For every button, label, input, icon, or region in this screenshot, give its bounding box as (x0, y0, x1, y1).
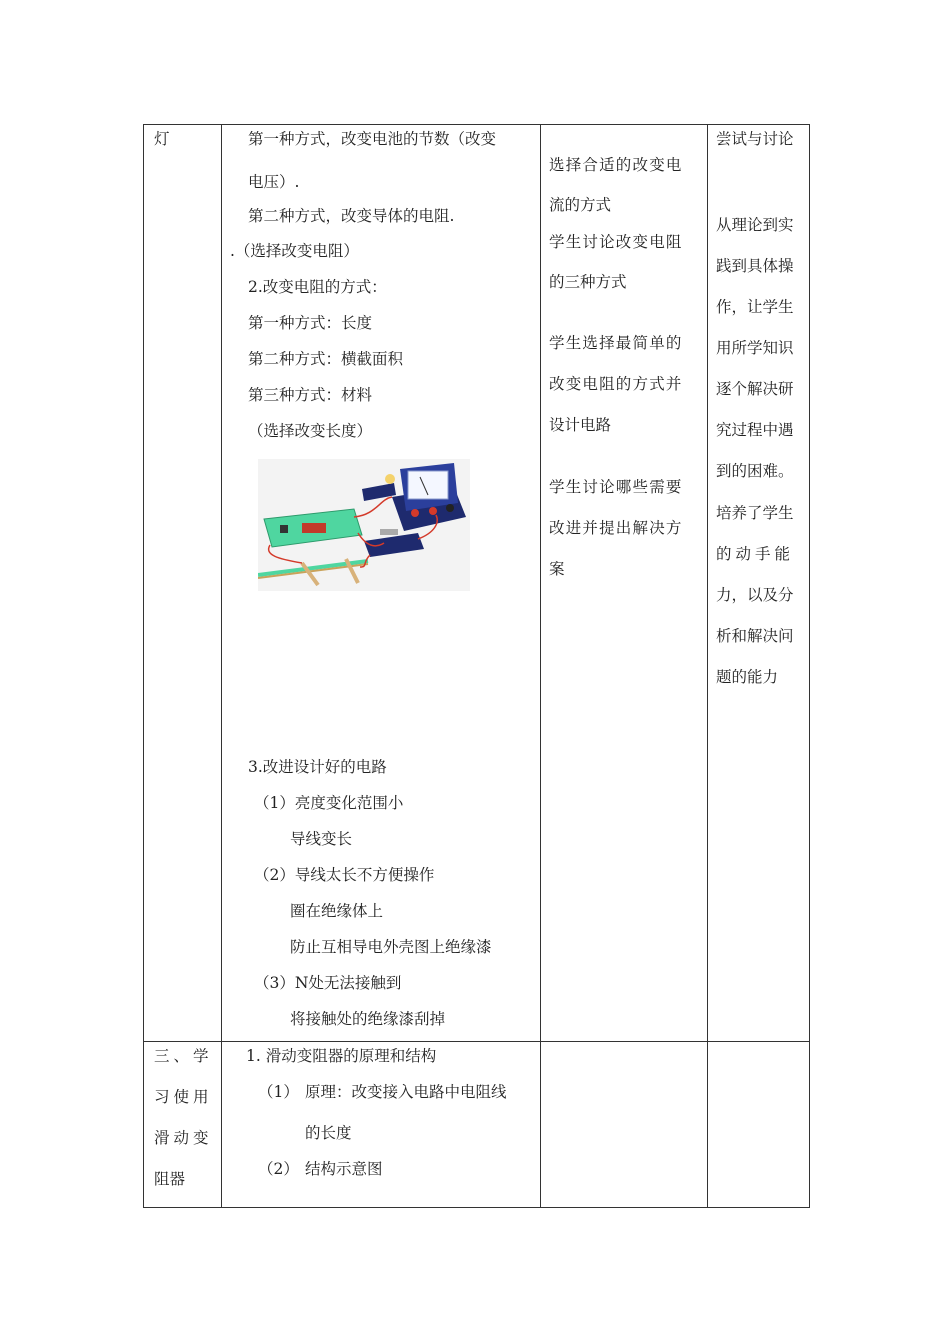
content-line: （选择改变长度） (248, 422, 373, 440)
activity-line: 学生选择最简单的 (549, 334, 683, 352)
content-line: 将接触处的绝缘漆刮掉 (290, 1010, 446, 1028)
content-line: 防止互相导电外壳图上绝缘漆 (290, 938, 492, 956)
table-row-circuit (144, 125, 810, 1042)
section-title-line: 滑动变 (154, 1129, 213, 1147)
cell-empty (541, 1042, 708, 1208)
content-line: （1）亮度变化范围小 (254, 794, 404, 812)
intent-line: 到的困难。 (716, 462, 794, 480)
cell-content (222, 125, 541, 1042)
content-line: 的长度 (305, 1124, 352, 1142)
cell-topic (144, 125, 222, 1042)
intent-line: 践到具体操 (716, 257, 794, 275)
content-line: 结构示意图 (305, 1160, 383, 1178)
activity-line: 设计电路 (549, 416, 612, 434)
content-line: 第二种方式，改变导体的电阻. (248, 207, 455, 225)
content-line: 第一种方式：长度 (248, 314, 373, 332)
content-line: （1） (258, 1083, 299, 1101)
table-row-rheostat (144, 1042, 810, 1208)
content-line: （3）N处无法接触到 (254, 974, 402, 992)
cell-section-title (144, 1042, 222, 1208)
cell-student-activity (541, 125, 708, 1042)
content-line: 第一种方式，改变电池的节数（改变 (248, 130, 497, 148)
circuit-apparatus-photo (258, 459, 470, 591)
content-line: 1. 滑动变阻器的原理和结构 (246, 1047, 437, 1065)
intent-line: 从理论到实 (716, 216, 794, 234)
activity-line: 学生讨论改变电阻 (549, 233, 683, 251)
cell-design-intent (708, 125, 810, 1042)
lesson-plan-table (143, 124, 810, 1208)
intent-line: 力，以及分 (716, 586, 794, 604)
content-line: 原理：改变接入电路中电阻线 (305, 1083, 507, 1101)
cell-rheostat-content (222, 1042, 541, 1208)
intent-line: 用所学知识 (716, 339, 794, 357)
section-title-line: 习使用 (154, 1088, 213, 1106)
activity-line: 案 (549, 560, 565, 578)
section-title-line: 三、学 (154, 1047, 213, 1065)
activity-line: 学生讨论哪些需要 (549, 478, 683, 496)
content-line: 第二种方式：横截面积 (248, 350, 404, 368)
content-line: 导线变长 (290, 830, 353, 848)
intent-line: 的动手能 (716, 545, 795, 563)
intent-line: 培养了学生 (716, 504, 794, 522)
activity-line: 选择合适的改变电 (549, 156, 683, 174)
intent-line: 析和解决问 (716, 627, 794, 645)
content-line: 第三种方式：材料 (248, 386, 373, 404)
content-line: 电压）. (248, 173, 300, 191)
topic-text: 灯 (154, 130, 170, 148)
activity-line: 流的方式 (549, 196, 612, 214)
activity-line: 改进并提出解决方 (549, 519, 683, 537)
content-line: 3.改进设计好的电路 (248, 758, 387, 776)
content-line: 2.改变电阻的方式： (248, 278, 387, 296)
intent-line: 尝试与讨论 (716, 130, 794, 148)
content-line: （2） (258, 1160, 299, 1178)
cell-empty (708, 1042, 810, 1208)
intent-line: 作，让学生 (716, 298, 794, 316)
intent-line: 究过程中遇 (716, 421, 794, 439)
content-line: （2）导线太长不方便操作 (254, 866, 435, 884)
section-title-line: 阻器 (154, 1170, 186, 1188)
intent-line: 逐个解决研 (716, 380, 794, 398)
content-line: 圈在绝缘体上 (290, 902, 384, 920)
activity-line: 的三种方式 (549, 273, 627, 291)
activity-line: 改变电阻的方式并 (549, 375, 683, 393)
content-line: .（选择改变电阻） (230, 242, 359, 260)
intent-line: 题的能力 (716, 668, 779, 686)
